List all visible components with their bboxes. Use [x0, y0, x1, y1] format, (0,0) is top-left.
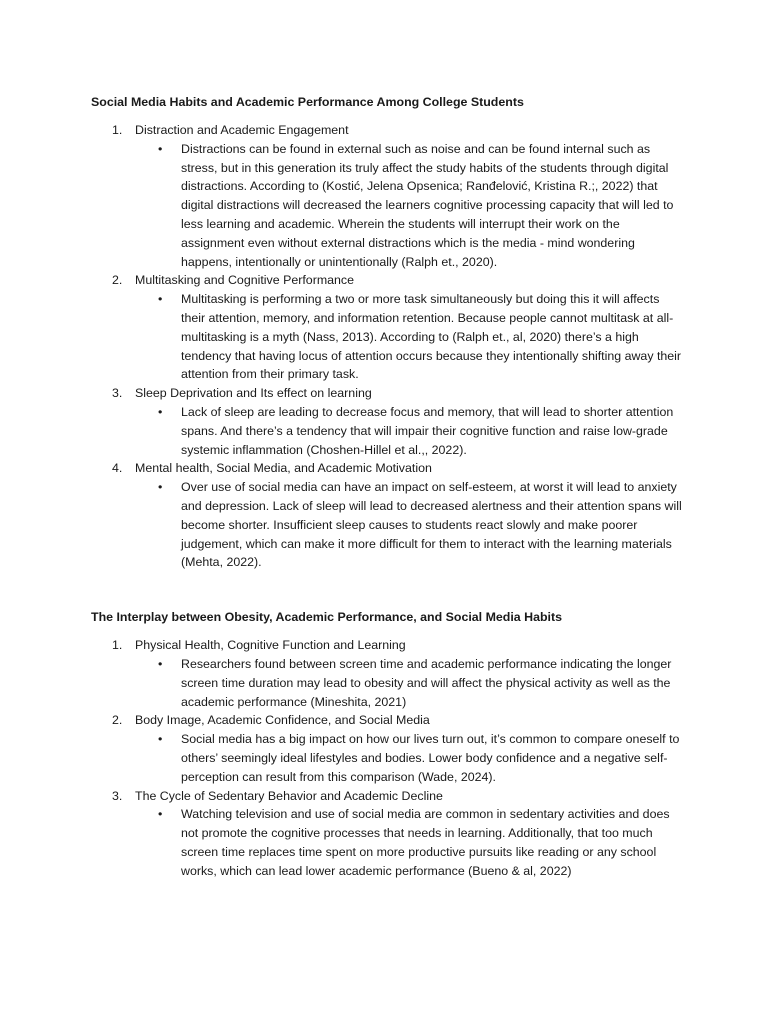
document-body: [91, 93, 691, 880]
bullet-icon: •: [158, 480, 163, 495]
bullet-text: Over use of social media can have an impact on self-esteem, at worst it will lead to anxiety and depression. Lack of sleep will lead to decreased alertness and their attention spans will become shorter. Insufficient sleep causes to students react slowly and make poorer judgement, which can make it more difficult for them to interact with the learning materials (Mehta, 2022).: [181, 480, 682, 570]
list-item: [91, 787, 691, 881]
bullet-point: [135, 290, 691, 384]
bullet-point: [135, 730, 691, 786]
section-title: The Interplay between Obesity, Academic Performance, and Social Media Habits: [91, 610, 562, 625]
bullet-icon: •: [158, 141, 163, 156]
bullet-icon: •: [158, 807, 163, 822]
bullet-icon: •: [158, 404, 163, 419]
list-number: 4.: [112, 461, 123, 476]
bullet-point: [135, 478, 691, 572]
list-number: 3.: [112, 386, 123, 401]
list-number: 2.: [112, 713, 123, 728]
list-item-heading: Body Image, Academic Confidence, and Social Media: [135, 713, 430, 728]
bullet-text: Multitasking is performing a two or more task simultaneously but doing this it will affects their attention, memory, and information retention. Because people cannot multitask at all- multitasking is a myth (Nass, 2013). According to (Ralph et., al, 2020) there’s a high tendency that having locus of attention occurs because they intentionally shifting away their attention from their primary task.: [181, 292, 682, 382]
bullet-text: Lack of sleep are leading to decrease focus and memory, that will lead to shorter attention spans. And there’s a tendency that will impair their cognitive function and raise low-grade systemic inflammation (Choshen-Hillel et al.,, 2022).: [181, 404, 674, 457]
list-item-heading: Multitasking and Cognitive Performance: [135, 273, 355, 288]
list-item-heading: Mental health, Social Media, and Academic Motivation: [135, 461, 432, 476]
numbered-list: [91, 121, 691, 572]
section-title: Social Media Habits and Academic Performance Among College Students: [91, 95, 524, 109]
list-item: [91, 711, 691, 786]
list-number: 1.: [112, 638, 123, 653]
list-item-heading: Distraction and Academic Engagement: [135, 123, 349, 137]
list-item: [91, 459, 691, 572]
list-number: 2.: [112, 273, 123, 288]
bullet-point: [135, 140, 691, 272]
bullet-text: Researchers found between screen time and academic performance indicating the longer screen time duration may lead to obesity and will affect the physical activity as well as the academic performance (Mineshita, 2021): [181, 656, 672, 709]
bullet-text: Distractions can be found in external such as noise and can be found internal such as stress, but in this generation its truly affect the study habits of the students through digital distractions. According to (Kostić, Jelena Opsenica; Ranđelović, Kristina R.;, 2022) that digital distractions will decreased the learners cognitive processing capacity that will led to less learning and academic. Wherein the students will interrupt their work on the assignment even without external distractions which is the media - mind wondering happens, intentionally or unintentionally (Ralph et., 2020).: [181, 141, 674, 269]
section-social-media-habits: [91, 93, 691, 572]
bullet-text: Social media has a big impact on how our lives turn out, it’s common to compare oneself to others’ seemingly ideal lifestyles and bodies. Lower body confidence and a negative self-perception can result from this comparison (Wade, 2024).: [181, 732, 680, 784]
list-item-heading: Sleep Deprivation and Its effect on learning: [135, 386, 372, 401]
bullet-point: [135, 403, 691, 459]
list-item-heading: Physical Health, Cognitive Function and Learning: [135, 638, 406, 653]
list-number: 3.: [112, 788, 123, 803]
bullet-icon: •: [158, 292, 163, 307]
bullet-point: [135, 655, 691, 711]
bullet-text: Watching television and use of social media are common in sedentary activities and does not promote the cognitive processes that needs in learning. Additionally, that too much screen time replaces time spent on more productive pursuits like reading or any school works, which can lead lower academic performance (Bueno & al, 2022): [181, 807, 670, 878]
list-item: [91, 636, 691, 711]
list-number: 1.: [112, 123, 123, 137]
bullet-point: [135, 805, 691, 880]
bullet-icon: •: [158, 656, 163, 671]
bullet-icon: •: [158, 732, 163, 747]
numbered-list: [91, 636, 691, 880]
list-item-heading: The Cycle of Sedentary Behavior and Academic Decline: [135, 788, 443, 803]
section-obesity-interplay: [91, 608, 691, 880]
list-item: [91, 121, 691, 271]
list-item: [91, 384, 691, 459]
list-item: [91, 271, 691, 384]
